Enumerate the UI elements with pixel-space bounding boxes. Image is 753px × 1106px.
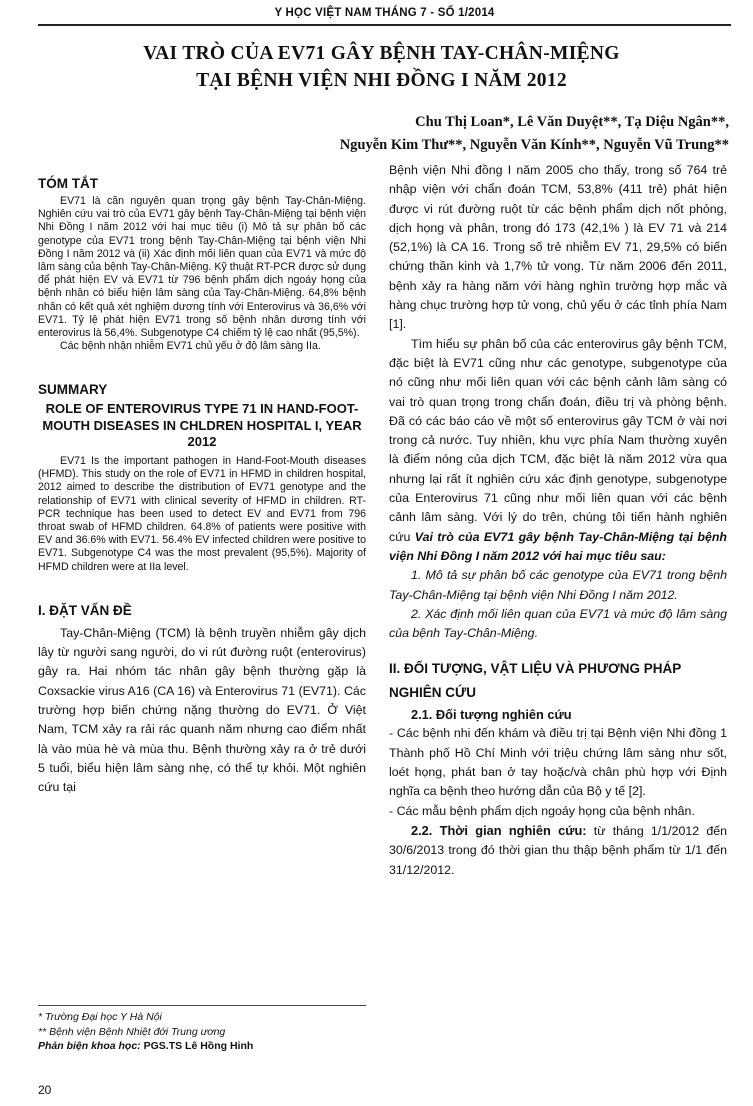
page-number: 20 bbox=[38, 1083, 52, 1097]
title-line-2: TẠI BỆNH VIỆN NHI ĐỒNG I NĂM 2012 bbox=[196, 70, 567, 91]
intro-paragraph-3-text: Tìm hiểu sự phân bố của các enterovirus gây bệnh TCM, đặc biệt là EV71 cũng như các genotype, subgenotype của nó cũng như mối liên quan với các bệnh cảnh lâm sàng có vai trò quan trọng trong chẩn đoán, điều trị và phòng bệnh. Đã có các báo cáo về một số enterovirus gây TCM ở vài nơi trong cả nước. Tuy nhiên, khu vực phía Nam thường xuyên là điểm nóng của dịch TCM, đặc biệt là năm 2012 vừa qua nhưng lại rất ít nghiên cứu xác định genotype, subgenotype của Enterovirus 71 cũng như mối liên quan với các bệnh cảnh lâm sàng. Với lý do trên, chúng tôi tiến hành nghiên cứu bbox=[389, 336, 727, 544]
author-list bbox=[40, 111, 729, 157]
footnote-affiliation-1: * Trường Đại học Y Hà Nội bbox=[38, 1011, 162, 1023]
authors-line-1: Chu Thị Loan*, Lê Văn Duyệt**, Tạ Diệu Ngân**, bbox=[415, 114, 729, 130]
intro-paragraph-1: Tay-Chân-Miệng (TCM) là bệnh truyền nhiễm gây dịch lây từ người sang người, do vi rút đường ruột (enterovirus) gây ra. Hai nhóm tác nhân gây bệnh thường gặp là Coxsackie virus A16 (CA 16) và Enterovirus 71 (EV71). Các trường hợp biến chứng nặng thường do EV71. Ở Việt Nam, TCM xảy ra rải rác quanh năm nhưng cao điểm nhất là vào mùa hè và mùa thu. Bệnh thường xảy ra ở trẻ dưới 5 tuổi, biểu hiện lâm sàng nhẹ, có thể tự khỏi. Một nghiên cứu tại bbox=[38, 625, 366, 795]
authors-line-2: Nguyễn Kim Thư**, Nguyễn Văn Kính**, Nguyễn Vũ Trung** bbox=[339, 137, 729, 153]
abstract-vi-paragraph: EV71 là căn nguyên quan trọng gây bệnh Tay-Chân-Miệng. Nghiên cứu vai trò của EV71 gây bệnh Tay-Chân-Miệng tại bệnh viện Nhi Đồng I năm 2012 với hai mục tiêu (i) Mô tả sự phân bố các genotype của EV71 trong bệnh Tay-Chân-Miệng tại bệnh viện Nhi Đồng I năm 2012 và (ii) Xác định mối liên quan của EV71 và mức độ lâm sàng của bệnh Tay-Chân-Miệng. Kỹ thuật RT-PCR được sử dụng để phát hiện EV và EV71 từ 796 bệnh phẩm dịch ngoáy họng của bệnh nhân có biểu hiện lâm sàng của Tay-Chân-Miệng. 64,8% bệnh nhân có kết quả xét nghiệm dương tính với Enterovirus và 36,6% với EV71. Tỷ lệ phát hiện EV71 trong số bệnh nhân dương tính với enterovirus là 56,4%. Subgenotype C4 chiếm tỷ lệ cao nhất (95,5%). bbox=[38, 195, 366, 340]
subsection-2-2-heading: 2.2. Thời gian nghiên cứu: bbox=[411, 822, 587, 838]
abstract-vi-conclusion: Các bệnh nhận nhiễm EV71 chủ yếu ở độ lâm sàng IIa. bbox=[60, 340, 321, 353]
summary-title: ROLE OF ENTEROVIRUS TYPE 71 IN HAND-FOOT-MOUTH DISEASES IN CHLDREN HOSPITAL I, YEAR 2012 bbox=[42, 401, 362, 450]
footnotes bbox=[38, 1005, 366, 1054]
subjects-bullet-1: - Các bệnh nhi đến khám và điều trị tại Bệnh viện Nhi đồng 1 Thành phố Hồ Chí Minh với triệu chứng lâm sàng như sốt, loét họng, phát ban ở tay hoặc/và chân phù hợp với Định nghĩa ca bệnh theo hướng dẫn của Bộ y tế [2]. bbox=[389, 726, 727, 799]
objective-2: 2. Xác định mối liên quan của EV71 và mức độ lâm sàng của bệnh Tay-Chân-Miệng. bbox=[389, 606, 727, 641]
intro-heading: I. ĐẶT VẤN ĐỀ bbox=[38, 602, 132, 618]
study-period-text: từ tháng 1/1/2012 đến 30/6/2013 trong đó thời gian thu thập bệnh phẩm từ 1/1 đến 31/12/2012. bbox=[389, 823, 728, 877]
reviewer-line bbox=[38, 1039, 366, 1054]
right-column bbox=[389, 161, 727, 880]
footnote-affiliation-2: ** Bệnh viện Bệnh Nhiệt đới Trung ương bbox=[38, 1025, 226, 1038]
left-column bbox=[38, 175, 366, 797]
objective-1: 1. Mô tả sự phân bố các genotype của EV71 trong bệnh Tay-Chân-Miệng tại bệnh viện Nhi Đồng I năm 2012. bbox=[389, 568, 727, 602]
article-title bbox=[40, 40, 723, 94]
title-line-1: VAI TRÒ CỦA EV71 GÂY BỆNH TAY-CHÂN-MIỆNG bbox=[143, 43, 620, 64]
intro-paragraph-2: Bệnh viện Nhi đồng I năm 2005 cho thấy, trong số 764 trẻ nhập viện với chẩn đoán TCM, 53,8% (411 trẻ) phát hiện được vi rút đường ruột từ các bệnh phẩm dịch nốt phỏng, dịch họng và phân, trong đó 173 (42,1% ) là EV 71 và 214 (52,1%) là CA 16. Trong số trẻ nhiễm EV 71, 29,5% có biến chứng thần kinh và 1,7% tử vong. Từ năm 2006 đến 2011, bệnh xảy ra hàng năm với hàng nghìn trường hợp mắc và hàng chục trường hợp tử vong, chủ yếu ở các tỉnh phía Nam [1]. bbox=[389, 163, 727, 332]
summary-heading: SUMMARY bbox=[38, 382, 108, 398]
subjects-bullet-2: - Các mẫu bệnh phẩm dịch ngoáy họng của bệnh nhân. bbox=[389, 803, 695, 818]
methods-heading: II. ĐỐI TƯỢNG, VẬT LIỆU VÀ PHƯƠNG PHÁP NGHIÊN CỨU bbox=[389, 661, 681, 701]
intro-paragraph-3 bbox=[389, 335, 727, 567]
abstract-vi-heading: TÓM TẮT bbox=[38, 176, 98, 191]
study-period-paragraph bbox=[389, 821, 727, 880]
summary-paragraph: EV71 Is the important pathogen in Hand-Foot-Mouth diseases (HFMD). This study on the role of EV71 in HFMD in children hospital, 2012 aimed to describe the distribution of EV71 genotype and the relationship of EV71 with clinical severity of HFMD in children. RT-PCR technique has been used to detect EV and EV71 from 796 throat swab of HFMD children. 64.8% of patients were positive with EV and 36.6% with EV71. 56.4% EV infected children were positive to EV71. Subgenotype C4 was the most prevalent (95,5%). Majority of HFMD children were at IIa level. bbox=[38, 454, 367, 573]
reviewer-label: Phản biện khoa học: bbox=[38, 1040, 141, 1052]
study-title-emphasis: Vai trò của EV71 gây bệnh Tay-Chân-Miệng tại bệnh viện Nhi Đồng I năm 2012 với hai mục tiêu sau: bbox=[389, 529, 727, 563]
reviewer-name: PGS.TS Lê Hồng Hinh bbox=[143, 1040, 254, 1052]
running-header: Y HỌC VIỆT NAM THÁNG 7 - SỐ 1/2014 bbox=[38, 4, 731, 26]
subsection-2-1-heading: 2.1. Đối tượng nghiên cứu bbox=[411, 707, 572, 723]
